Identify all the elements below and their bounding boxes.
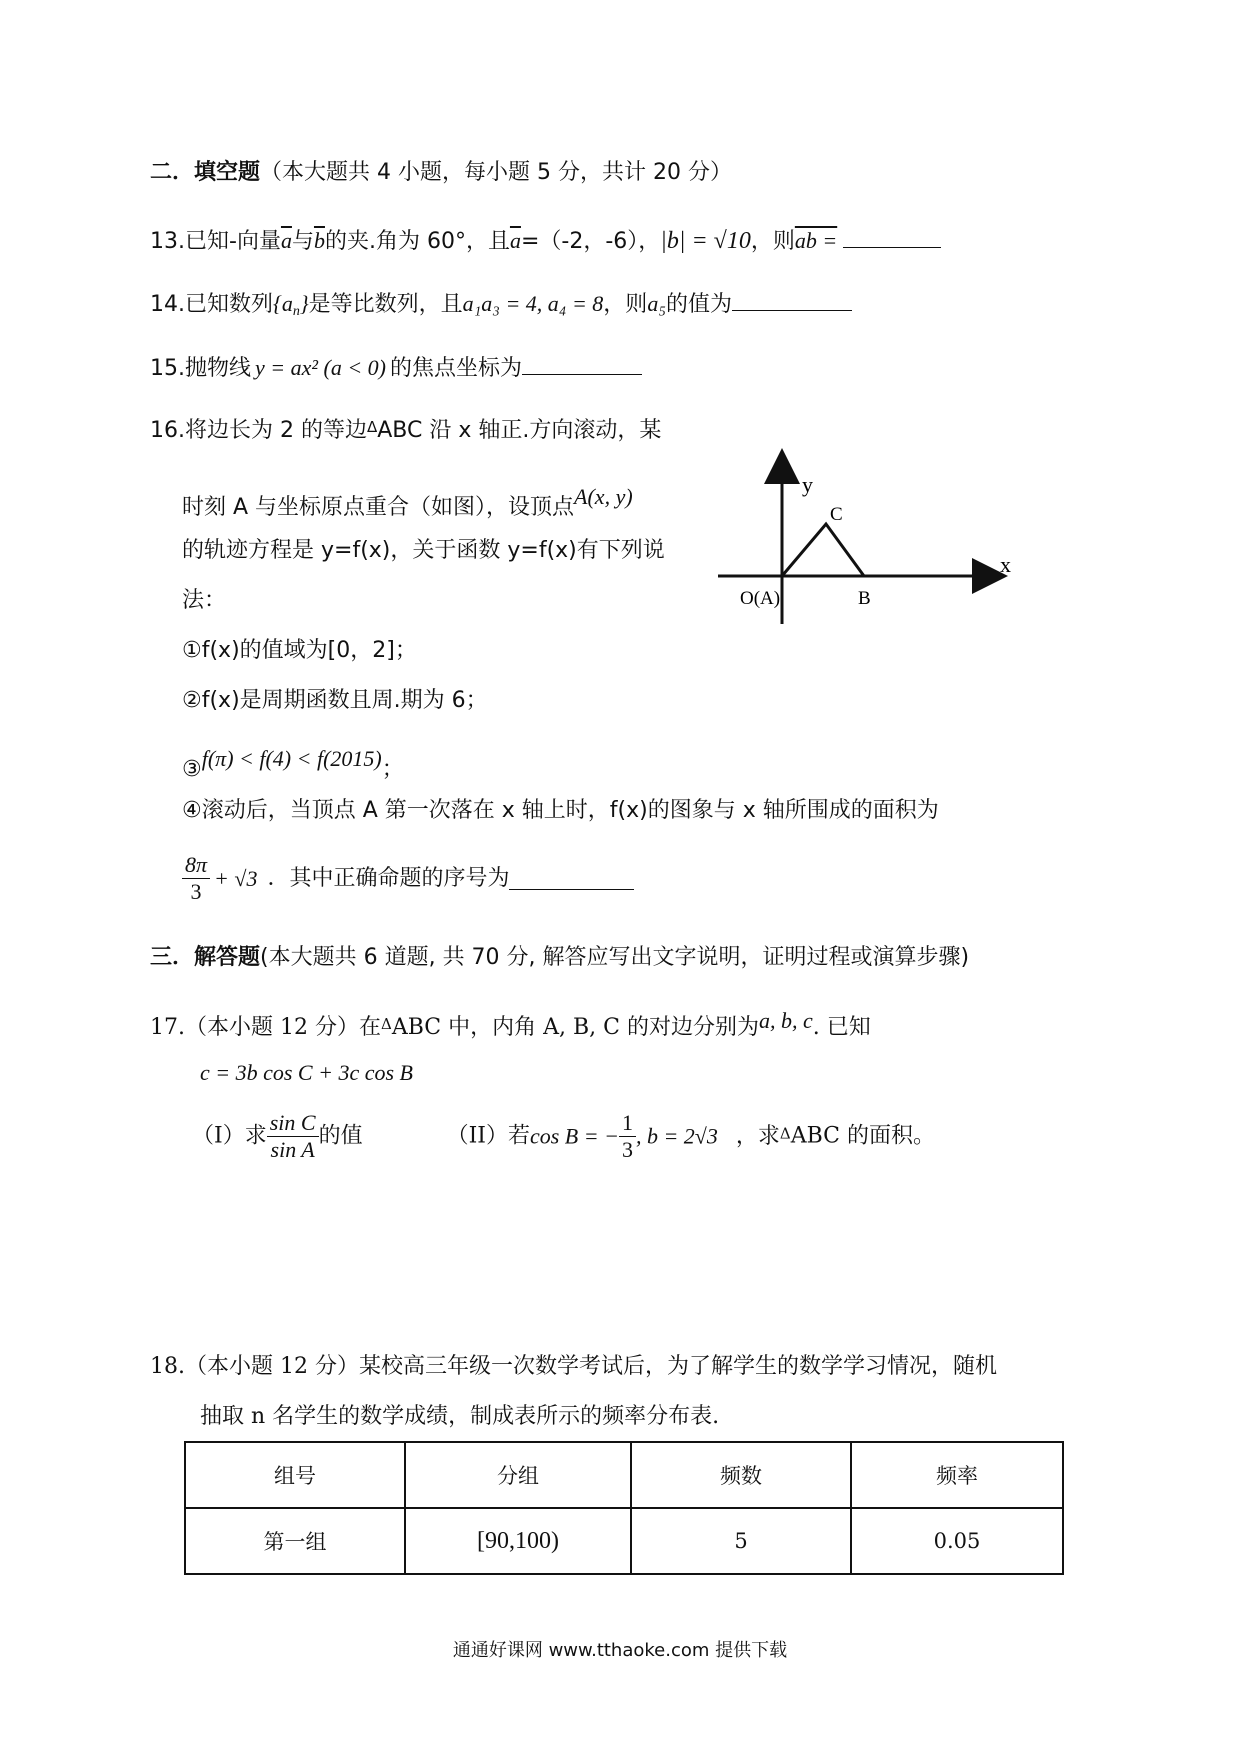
origin-label: O(A) [740,588,781,609]
question-17-equation [200,1058,413,1089]
q17-cosb-den: 3 [621,1137,633,1162]
q14-text-1: 已知数列 [185,292,274,317]
triangle-abc [782,524,864,576]
cell-interval: [90,100) [405,1508,631,1574]
q13-vector-a-2: $\overline{a}$ [509,228,521,253]
x-axis-label: x [1000,552,1011,577]
section-2-title: 二．填空题 [150,160,261,185]
y-axis-label: y [802,472,813,497]
question-18-line-1: 18.（本小题 12 分）某校高三年级一次数学考试后，为了解学生的数学学习情况，随机 [150,1354,997,1379]
question-15 [150,352,642,384]
table-header-row [185,1442,1063,1508]
question-16-statement-2: ②f(x)是周期函数且周.期为 6； [182,688,488,713]
q13-vector-b: $\overline{b}$ [313,228,325,253]
question-16-line-2 [182,482,633,523]
q14-text-4: 的值为 [665,292,732,317]
q14-a5: a₅ [647,291,666,316]
section-3-note: (本大题共 6 道题, 共 70 分, 解答应写出文字说明，证明过程或演算步骤) [260,945,970,970]
q16-area-den: 3 [190,879,202,904]
q16-s3-end: ； [381,757,404,782]
q13-text-1: 已知-向量 [185,229,281,254]
section-2-note: （本大题共 4 小题，每小题 5 分，共计 20 分） [260,160,732,185]
vertex-b-label: B [858,588,871,609]
q14-seq-close: } [299,291,309,316]
q16-area-plus: + √3 [214,865,258,891]
q17-b-value: , b = 2√3 [635,1123,718,1149]
q13-norm-b: |b| = √10 [660,228,751,254]
q17-triangle-symbol-2: Δ [779,1124,791,1143]
question-16-line-3: 的轨迹方程是 y=f(x)，关于函数 y=f(x)有下列说 [182,538,665,563]
q14-condition: a₁a₃ = 4, a₄ = 8 [462,291,604,316]
cell-count: 5 [631,1508,851,1574]
q17-triangle-symbol: Δ [380,1015,392,1033]
question-17-parts [192,1110,935,1163]
q17-sin-fraction [267,1110,319,1163]
q13-text-4: =（-2，-6）， [520,229,661,254]
q17-frac-num: sin C [267,1110,319,1137]
q15-text-1: 抛物线 [185,356,252,381]
q16-area-fraction [182,852,210,905]
question-16-statement-4b [182,852,634,905]
q14-sequence [273,291,309,319]
q16-triangle-symbol: Δ [366,418,378,436]
cell-group: 第一组 [185,1508,405,1574]
header-frequency-count: 频数 [631,1442,851,1508]
vertex-c-label: C [830,504,843,525]
question-16-statement-1: ①f(x)的值域为[0，2]； [182,638,417,663]
header-interval: 分组 [405,1442,631,1508]
q17-part-2b: ，求 [735,1123,780,1149]
q16-answer-blank [509,867,634,890]
q15-answer-blank [522,352,642,375]
q15-text-2: 的焦点坐标为 [389,356,522,381]
q17-part-1: （I）求 [192,1123,267,1149]
q13-answer-blank [843,225,941,248]
q17-frac-den: sin A [270,1137,315,1162]
question-16-line-1 [150,412,661,446]
section-3-heading [150,943,969,973]
q17-part-1b: 的值 [318,1123,363,1149]
q14-text-2: 是等比数列，且 [308,292,463,317]
header-frequency-rate: 频率 [851,1442,1063,1508]
q16-text-1: 16.将边长为 2 的等边 [150,418,367,443]
q15-equation: y = ax² (a < 0) [255,355,386,380]
q16-figure [712,444,1012,624]
q14-seq-open: {a [273,291,293,316]
q14-answer-blank [732,288,852,311]
q14-text-3: ，则 [603,292,648,317]
q16-text-2: 时刻 A 与坐标原点重合（如图），设顶点 [182,495,575,520]
q17-text-1c: . 已知 [812,1015,871,1040]
table-row [185,1508,1063,1574]
section-3-title: 三．解答题 [150,945,261,970]
cell-rate: 0.05 [851,1508,1063,1574]
q13-text-5: ，则 [750,229,795,254]
q17-text-1b: ABC 中，内角 A, B, C 的对边分别为 [391,1015,759,1040]
q16-point-A: A(x, y) [574,484,633,509]
q17-part-2c: ABC 的面积。 [790,1123,936,1149]
q17-equation-text: c = 3b cos C + 3c cos B [200,1060,413,1085]
q17-text-1: 17.（本小题 12 分）在 [150,1015,381,1040]
question-13 [150,225,941,257]
page-footer: 通通好课网 www.tthaoke.com 提供下载 [452,1640,788,1661]
q13-number: 13. [150,229,185,254]
question-16-statement-4: ④滚动后，当顶点 A 第一次落在 x 轴上时，f(x)的图象与 x 轴所围成的面积为 [182,798,939,823]
q17-cosb-fraction [619,1110,636,1163]
q13-dot-product: ab = [794,228,838,253]
q16-s3-mark: ③ [182,757,202,782]
q14-number: 14. [150,292,185,317]
question-17-line-1 [150,1006,871,1043]
section-2-heading [150,158,732,188]
q16-text-4b: ．其中正确命题的序号为 [267,865,510,891]
question-16-line-4: 法： [182,588,227,613]
question-14 [150,288,852,327]
q17-cosb-num: 1 [619,1110,636,1137]
q13-vector-a: $\overline{a}$ [280,228,292,253]
q17-sides: a, b, c [758,1008,813,1033]
q17-part-2: （II）若 [446,1123,530,1149]
header-group-number: 组号 [185,1442,405,1508]
q14-seq-sub: n [292,304,300,319]
frequency-table [184,1441,1064,1575]
question-16-statement-3 [182,744,404,785]
q13-text-3: 的夹.角为 60°，且 [324,229,510,254]
q15-number: 15. [150,356,185,381]
q13-text-2: 与 [291,229,314,254]
q16-s3-inequality: f(π) < f(4) < f(2015) [201,746,382,771]
q16-text-1b: ABC 沿 x 轴正.方向滚动，某 [377,418,662,443]
q17-cos-b: cos B = − [529,1123,619,1149]
q16-area-num: 8π [182,852,210,879]
question-18-line-2: 抽取 n 名学生的数学成绩，制成表所示的频率分布表. [200,1404,720,1429]
